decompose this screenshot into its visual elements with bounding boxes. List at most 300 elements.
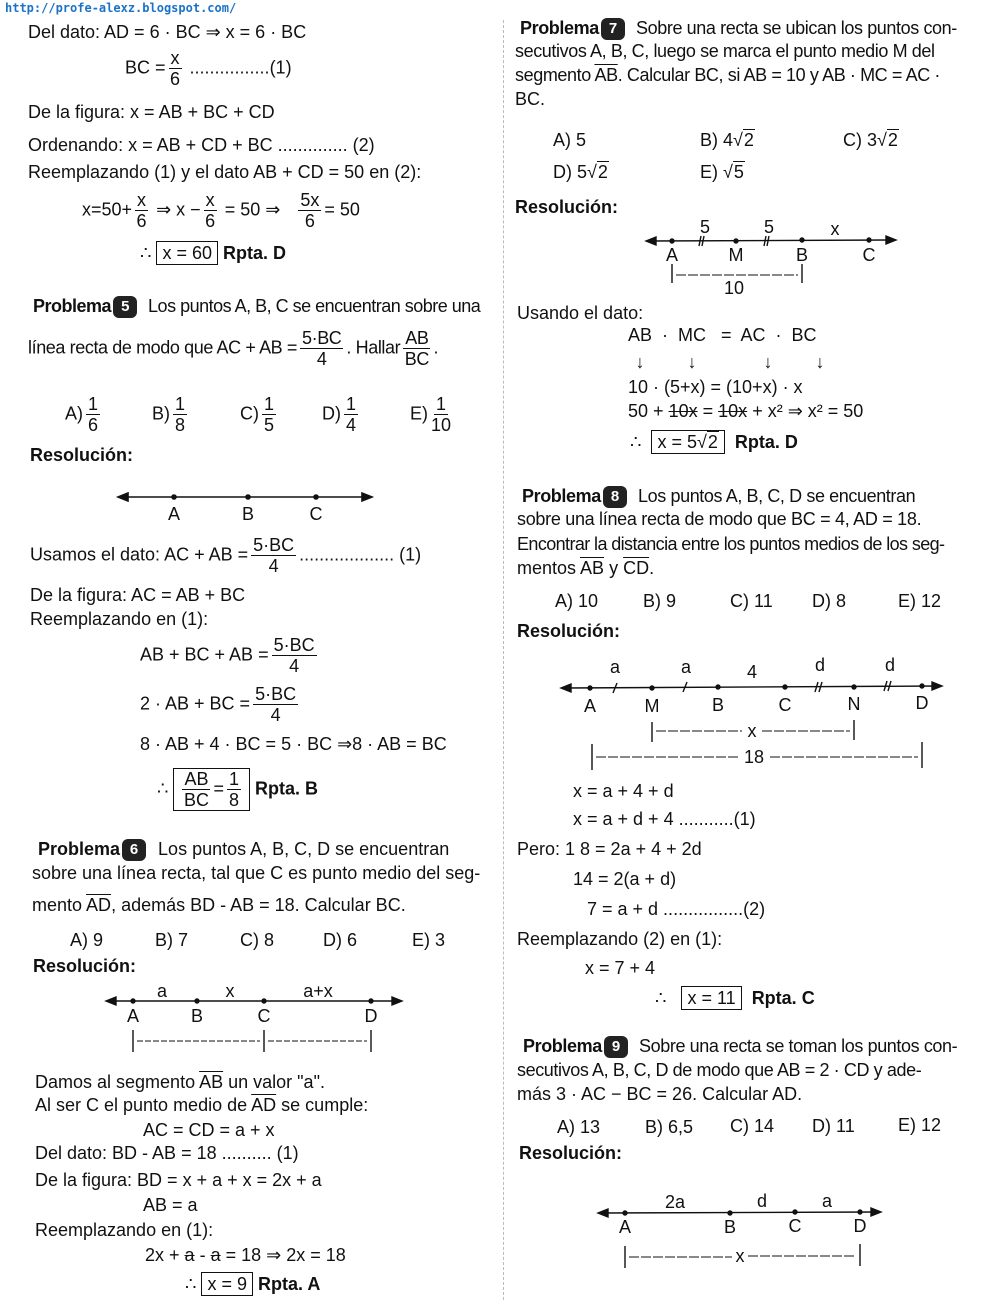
segment-label: a: [609, 657, 621, 677]
answer-box: [173, 768, 250, 811]
p7-line-2: secutivos A, B, C, luego se marca el punto medio M del: [515, 41, 935, 61]
point-label: B: [795, 245, 809, 265]
p5-res-line-6: 8 · AB + 4 · BC = 5 · BC ⇒8 · AB = BC: [140, 734, 447, 754]
p9-heading: [523, 1035, 957, 1058]
fraction: [253, 684, 298, 725]
point-label: A: [665, 245, 679, 265]
text: Sobre una recta se ubican los puntos con-: [636, 18, 957, 38]
option-label: E): [898, 591, 916, 611]
tick-mark: [699, 236, 701, 246]
point-label: C: [788, 1216, 802, 1236]
line: [565, 686, 938, 688]
p5-res-line-5: [140, 684, 301, 725]
segment-label: d: [756, 1191, 768, 1211]
text: BC =: [125, 57, 166, 78]
p5-res-line-3: Reemplazando en (1):: [30, 609, 209, 629]
segment-label: x: [830, 219, 840, 239]
p4-line-4: Ordenando: x = AB + CD + BC .............. (2): [28, 135, 375, 155]
denominator: BC: [404, 349, 429, 369]
p4-line-1: Del dato: AD = 6 · BC ⇒ x = 6 · BC: [28, 22, 307, 42]
numerator: 5·BC: [255, 684, 297, 704]
p7-option-b[interactable]: B) 4√2: [700, 130, 754, 150]
text: Usamos el dato: AC + AB =: [30, 544, 249, 565]
point: [858, 1210, 862, 1214]
fraction: [182, 769, 210, 810]
numerator: AB: [405, 328, 429, 348]
option-value: 8: [264, 930, 275, 950]
point: [852, 685, 856, 689]
point-label: A: [583, 696, 597, 716]
p6-resolucion-heading: Resolución:: [33, 956, 137, 976]
p4-line-5: Reemplazando (1) y el dato AB + CD = 50 en (2):: [28, 162, 422, 182]
point: [623, 1211, 627, 1215]
text: = 18 ⇒ 2x = 18: [225, 1245, 346, 1265]
segment-label: 5: [699, 217, 711, 237]
text: ................... (1): [299, 544, 422, 565]
problem-number-badge: 6: [122, 839, 146, 861]
arrow-right-icon: [362, 493, 372, 501]
p5-res-line-4: [140, 635, 320, 676]
point: [588, 686, 592, 690]
text: Damos al segmento: [35, 1072, 196, 1092]
p6-option-b[interactable]: [155, 929, 188, 951]
arrow-left-icon: [646, 237, 656, 245]
text: . Calcular BC, si AB = 10 y AB · MC = AC ·: [617, 65, 941, 85]
point: [716, 685, 720, 689]
p9-option-a[interactable]: [557, 1116, 600, 1138]
p8-option-e[interactable]: [898, 590, 941, 612]
arrow-left-icon: [561, 684, 571, 692]
option-value: 14: [754, 1116, 775, 1136]
problem-number-badge: 5: [113, 296, 137, 318]
tick-mark: [702, 236, 704, 246]
rpta: Rpta. D: [734, 432, 798, 452]
p5-answer: [157, 768, 318, 811]
option-label: D): [812, 1116, 831, 1136]
option-label: C): [730, 1116, 749, 1136]
text: = 50: [324, 199, 360, 220]
fraction: [251, 535, 296, 576]
point-label: D: [853, 1216, 867, 1236]
p7-res-line-3: 10 · (5+x) = (10+x) · x: [628, 377, 803, 397]
option-label: A): [555, 591, 573, 611]
segment-label: a: [156, 981, 168, 1001]
p8-resolucion-heading: Resolución:: [517, 621, 621, 641]
tick-mark: [767, 236, 769, 246]
text: Sobre una recta se toman los puntos con-: [639, 1036, 958, 1056]
option-coef: 5: [577, 162, 588, 182]
p8-option-b[interactable]: [643, 590, 676, 612]
therefore-symbol: ∴: [630, 432, 642, 452]
cancelled-term: a: [184, 1245, 195, 1265]
text: y: [609, 558, 619, 578]
option-label: D): [322, 403, 341, 424]
radicand: 2: [707, 432, 718, 452]
radicand: 2: [887, 130, 898, 150]
option-value: 7: [178, 930, 189, 950]
point: [314, 495, 318, 499]
point-label: C: [862, 245, 876, 265]
text: 2 · AB + BC =: [140, 693, 251, 714]
arrow-left-icon: [106, 997, 116, 1005]
point-label: B: [711, 695, 725, 715]
p8-res-line-5: 7 = a + d ................(2): [587, 899, 766, 919]
option-label: B): [645, 1117, 663, 1137]
fraction: [227, 769, 241, 810]
point: [131, 999, 135, 1003]
p6-number-line: [106, 997, 402, 1052]
denominator: 8: [229, 790, 240, 810]
p6-res-line-1: [35, 1071, 325, 1093]
denominator: 4: [346, 415, 357, 435]
p6-res-line-7: Reemplazando en (1):: [35, 1220, 214, 1240]
text: x=50+: [82, 199, 133, 220]
point-label: C: [309, 504, 323, 524]
denominator: 6: [88, 415, 99, 435]
segment: $\overline{AD}$: [251, 1095, 277, 1115]
p8-res-line-4: 14 = 2(a + d): [573, 869, 677, 889]
numerator: x: [137, 190, 147, 210]
point-label: D: [915, 693, 929, 713]
numerator: 5·BC: [253, 535, 295, 555]
p9-option-c[interactable]: [730, 1115, 774, 1137]
p6-res-line-3: AC = CD = a + x: [143, 1120, 275, 1140]
point-label: B: [723, 1217, 737, 1237]
numerator: 5·BC: [302, 328, 342, 348]
option-label: D): [553, 162, 572, 182]
p5-resolucion-heading: Resolución:: [30, 445, 134, 465]
line: [602, 1212, 877, 1213]
numerator: 1: [264, 394, 275, 414]
option-label: E): [410, 403, 428, 424]
p6-res-line-2: [35, 1094, 368, 1116]
point: [728, 1211, 732, 1215]
text: .: [433, 337, 439, 358]
p8-answer: [655, 986, 815, 1010]
point-label: M: [644, 696, 660, 716]
point-label: C: [778, 695, 792, 715]
option-label: D): [812, 591, 831, 611]
point: [195, 999, 199, 1003]
segment-label: a: [821, 1191, 833, 1211]
p7-answer: [630, 430, 798, 454]
option-label: B): [152, 403, 170, 424]
numerator: 5x: [300, 190, 320, 210]
arrow-right-icon: [871, 1208, 881, 1216]
point-label: A: [618, 1217, 632, 1237]
p8-option-a[interactable]: [555, 590, 598, 612]
p7-res-line-1: Usando el dato:: [517, 303, 644, 323]
text: ⇒ x −: [156, 199, 201, 220]
p8-option-c[interactable]: [730, 590, 773, 612]
option-value: 12: [921, 591, 942, 611]
option-value: 10: [578, 591, 599, 611]
segment-label: d: [814, 655, 826, 675]
option-label: C): [730, 591, 749, 611]
option-label: B): [155, 930, 173, 950]
problem-number-badge: 7: [601, 18, 625, 40]
rpta: Rpta. C: [751, 988, 815, 1008]
cancelled-term: 10x: [718, 401, 748, 421]
numerator: x: [205, 190, 215, 210]
text: ................(1): [189, 57, 292, 78]
option-coef: 3: [867, 130, 878, 150]
p5-res-line-2: De la figura: AC = AB + BC: [30, 585, 246, 605]
therefore-symbol: ∴: [140, 243, 152, 263]
text: mento: [32, 895, 83, 915]
text: .: [649, 558, 655, 578]
numerator: 1: [88, 394, 99, 414]
text: x = 5: [657, 432, 697, 452]
point-label: D: [364, 1006, 378, 1026]
option-value: 11: [754, 591, 773, 611]
text: 2x +: [145, 1245, 180, 1265]
p5-res-line-1: [30, 535, 421, 576]
segment-label: d: [884, 655, 896, 675]
point: [793, 1210, 797, 1214]
arrow-right-icon: [392, 997, 402, 1005]
text: Los puntos A, B, C, D se encuentran: [158, 839, 450, 859]
option-label: C): [240, 403, 259, 424]
p7-heading: [520, 17, 957, 40]
answer-box: x = 11: [681, 986, 741, 1010]
segment-label: 2a: [664, 1192, 686, 1212]
point-label: B: [190, 1006, 204, 1026]
segment: $\overline{AB}$: [199, 1072, 224, 1092]
problem-title: Problema: [38, 839, 121, 859]
point: [670, 239, 674, 243]
radicand: 5: [733, 162, 744, 182]
option-value: 12: [921, 1115, 942, 1135]
denominator: BC: [183, 790, 209, 810]
p5-number-line: [118, 493, 372, 501]
point-label: A: [126, 1006, 140, 1026]
cancelled-term: a: [210, 1245, 221, 1265]
denominator: 6: [205, 211, 216, 231]
p6-line-2: sobre una línea recta, tal que C es punto medio del seg-: [32, 863, 481, 883]
segment: $\overline{AD}$: [86, 895, 112, 915]
therefore-symbol: ∴: [185, 1274, 197, 1294]
text: mentos: [517, 558, 577, 578]
p6-option-e[interactable]: [412, 929, 445, 951]
point-label: A: [167, 504, 181, 524]
point-label: N: [847, 694, 861, 714]
arrow-right-icon: [932, 682, 942, 690]
text: = 50 ⇒: [224, 199, 281, 220]
option-value: 8: [836, 591, 847, 611]
p7-line-3: [515, 64, 940, 86]
rpta: Rpta. D: [223, 243, 287, 263]
p6-heading: [38, 838, 449, 861]
p9-option-d[interactable]: [812, 1115, 855, 1137]
text: . Hallar: [346, 337, 401, 358]
therefore-symbol: ∴: [655, 988, 667, 1008]
segment: $\overline{CD}$: [623, 558, 650, 578]
numerator: 1: [436, 394, 447, 414]
text: Los puntos A, B, C, D se encuentran: [638, 486, 916, 506]
denominator: 10: [431, 415, 452, 435]
text: -: [199, 1245, 206, 1265]
option-value: 13: [580, 1117, 601, 1137]
point-label: M: [728, 245, 744, 265]
problem-title: Problema: [33, 296, 112, 316]
p9-resolucion-heading: Resolución:: [519, 1143, 623, 1163]
point: [650, 686, 654, 690]
p8-line-2: sobre una línea recta de modo que BC = 4, AD = 18.: [517, 509, 922, 529]
p8-res-line-3: Pero: 1 8 = 2a + 4 + 2d: [517, 839, 702, 859]
option-label: A): [70, 930, 88, 950]
point: [800, 238, 804, 242]
text: se cumple:: [281, 1095, 369, 1115]
option-coef: 4: [723, 130, 734, 150]
p8-res-line-1: x = a + 4 + d: [573, 781, 674, 801]
p7-option-c[interactable]: C) 3√2: [843, 130, 898, 150]
p9-option-b[interactable]: [645, 1116, 693, 1138]
denominator: 4: [270, 705, 281, 725]
numerator: 1: [346, 394, 357, 414]
numerator: 5·BC: [273, 635, 315, 655]
segment: $\overline{AB}$: [580, 558, 605, 578]
segment-label: 4: [746, 662, 758, 682]
text: Los puntos A, B, C se encuentran sobre una: [148, 296, 481, 316]
p4-line-3: De la figura: x = AB + BC + CD: [28, 102, 275, 122]
text: , además BD - AB = 18. Calcular BC.: [111, 895, 406, 915]
point: [734, 239, 738, 243]
point-label: B: [241, 504, 255, 524]
option-label: B): [700, 130, 718, 150]
rpta: Rpta. B: [255, 778, 319, 799]
p8-res-line-7: x = 7 + 4: [585, 958, 656, 978]
p6-option-d[interactable]: [323, 929, 357, 951]
point-label: C: [257, 1006, 271, 1026]
denominator: 4: [316, 349, 327, 369]
p7-number-line: [646, 236, 896, 283]
p6-option-a[interactable]: [70, 929, 103, 951]
denominator: 8: [175, 415, 186, 435]
p7-line-4: BC.: [515, 89, 546, 109]
arrow-down-icon: ↓: [687, 352, 697, 372]
option-value: 9: [93, 930, 104, 950]
option-value: 6,5: [668, 1117, 694, 1137]
p7-res-line-4: [628, 400, 863, 422]
numerator: 1: [229, 769, 240, 789]
problem-title: Problema: [523, 1036, 602, 1056]
option-value: 6: [347, 930, 358, 950]
option-label: A): [553, 130, 571, 150]
p8-line-4: [517, 557, 654, 579]
answer-box: x = 9: [201, 1272, 253, 1296]
denominator: 4: [289, 656, 300, 676]
option-label: E): [898, 1115, 916, 1135]
point: [246, 495, 250, 499]
option-label: D): [323, 930, 342, 950]
text: un valor "a".: [228, 1072, 325, 1092]
option-label: E): [700, 162, 718, 182]
p9-line-2: secutivos A, B, C, D de modo que AB = 2 · CD y ade-: [517, 1060, 922, 1080]
arrow-right-icon: [886, 236, 896, 244]
line: [650, 240, 892, 241]
denominator: 4: [268, 556, 279, 576]
point: [172, 495, 176, 499]
p6-res-line-5: De la figura: BD = x + a + x = 2x + a: [35, 1170, 322, 1190]
denominator: 6: [304, 211, 315, 231]
p7-option-d[interactable]: D) 5√2: [553, 162, 608, 182]
option-value: 9: [666, 591, 677, 611]
problem-title: Problema: [522, 486, 601, 506]
p7-option-e[interactable]: E) √5: [700, 162, 744, 182]
p6-line-3: [32, 894, 406, 916]
numerator: x: [170, 48, 180, 68]
text: =: [213, 778, 224, 799]
fraction: [272, 635, 317, 676]
p6-answer: [185, 1272, 320, 1296]
text: segmento: [515, 65, 591, 85]
point: [920, 684, 924, 688]
option-label: C): [240, 930, 259, 950]
arrow-down-icon: ↓: [763, 352, 773, 372]
option-value: 11: [836, 1116, 855, 1136]
blog-url[interactable]: http://profe-alexz.blogspot.com/: [5, 1, 237, 15]
p8-line-3: Encontrar la distancia entre los puntos medios de los seg-: [517, 534, 945, 554]
arrow-left-icon: [598, 1209, 608, 1217]
p6-option-c[interactable]: [240, 929, 274, 951]
problem-number-badge: 9: [604, 1036, 628, 1058]
option-label: A): [65, 403, 83, 424]
option-value: 3: [435, 930, 446, 950]
denominator: 5: [264, 415, 275, 435]
rpta: Rpta. A: [258, 1274, 321, 1294]
dimension-label: 18: [743, 747, 765, 767]
segment-label: 5: [763, 217, 775, 237]
p9-option-e[interactable]: [898, 1114, 941, 1136]
point: [783, 685, 787, 689]
p8-res-line-2: x = a + d + 4 ...........(1): [573, 809, 756, 829]
tick-mark: [764, 236, 766, 246]
text: 50 +: [628, 401, 664, 421]
dimension-label: 10: [723, 278, 745, 298]
p8-heading: [522, 485, 915, 508]
segment-label: a: [680, 657, 692, 677]
cancelled-term: 10x: [668, 401, 698, 421]
dimension-label: x: [735, 1246, 745, 1266]
p7-resolucion-heading: Resolución:: [515, 197, 619, 217]
arrow-down-icon: ↓: [635, 352, 645, 372]
option-label: E): [412, 930, 430, 950]
point: [369, 999, 373, 1003]
arrow-left-icon: [118, 493, 128, 501]
point: [867, 238, 871, 242]
denominator: 6: [170, 69, 181, 89]
p6-res-line-4: Del dato: BD - AB = 18 .......... (1): [35, 1143, 299, 1163]
p8-option-d[interactable]: [812, 590, 846, 612]
p6-res-line-8: [145, 1244, 346, 1266]
point: [262, 999, 266, 1003]
denominator: 6: [136, 211, 147, 231]
answer-box: x = 60: [156, 241, 218, 265]
text: AB + BC + AB =: [140, 644, 269, 665]
numerator: 1: [175, 394, 186, 414]
problem-title: Problema: [520, 18, 599, 38]
option-label: C): [843, 130, 862, 150]
radicand: 2: [743, 130, 754, 150]
p7-option-a[interactable]: [553, 129, 586, 151]
radicand: 2: [597, 162, 608, 182]
option-value: 5: [576, 130, 587, 150]
problem-number-badge: 8: [603, 486, 627, 508]
numerator: AB: [184, 769, 209, 789]
segment-label: a+x: [303, 981, 333, 1001]
dimension-label: x: [747, 721, 757, 741]
